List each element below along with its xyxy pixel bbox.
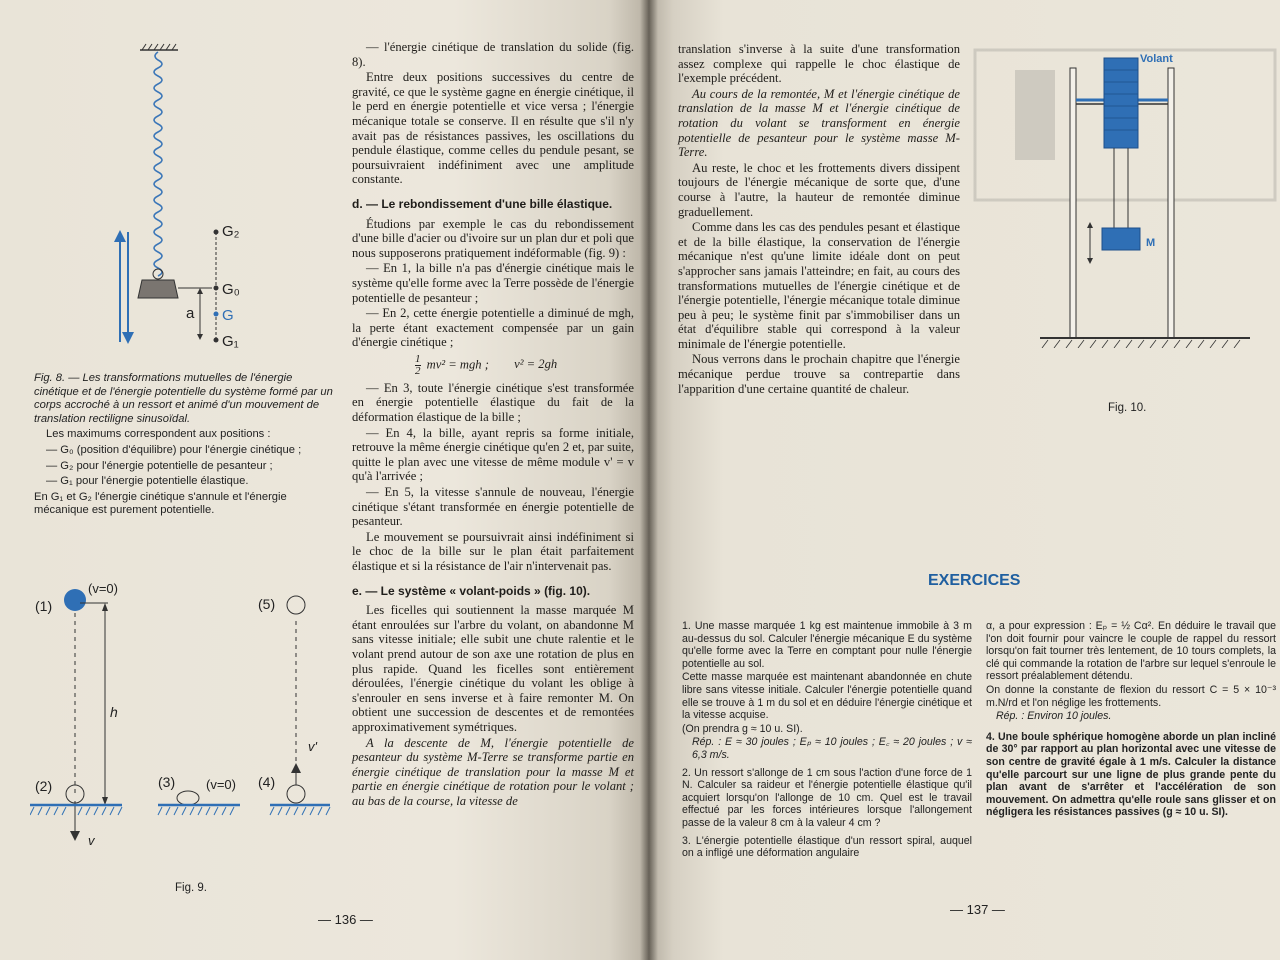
figure-8 — [100, 42, 270, 352]
label-g: G — [222, 307, 234, 324]
exercices-title: EXERCICES — [928, 572, 1021, 589]
paragraph: — En 4, la bille, ayant repris sa forme initiale, retrouve la même énergie cinétique qu'en 2 et, par suite, quitte le plan avec une vitesse de même module v' = v qu'à l'arrivée ; — [352, 425, 634, 484]
label-pos-3: (3) — [158, 774, 176, 790]
g-point — [214, 312, 219, 317]
fig8-caption-line: — G₂ pour l'énergie potentielle de pesanteur ; — [46, 459, 273, 472]
paragraph: Comme dans les cas des pendules pesant et élastique et de la bille élastique, la conservation de l'énergie mécanique n'est qu'une limite idéale dont on peut s'approcher sans jamais l'atteindre; en fait, au cours des transformations mutuelles de l'énergie cinétique et de l'énergie potentielle, l'énergie mécanique totale diminue peu à peu; le système finit par s'immobiliser dans un état d'équilibre stable qui correspond à la valeur minimale de l'énergie potentielle. — [678, 220, 960, 351]
paragraph: — En 1, la bille n'a pas d'énergie cinétique mais le système qu'elle forme avec la Terre possède de l'énergie potentielle de pesanteur ; — [352, 261, 634, 305]
fig8-caption-line: — G₀ (position d'équilibre) pour l'énergie cinétique ; — [46, 443, 302, 456]
exercise-line: 2. Un ressort s'allonge de 1 cm sous l'action d'une force de 1 N. Calculer sa raideur et l'énergie potentielle élastique qu'il acquiert lorsqu'on l'allonge de 10 cm. Quel est le travail effectué par les forces intérieures lorsque l'allongement passe de la valeur 8 cm à la valeur 4 cm ? — [682, 766, 972, 829]
paragraph: A la descente de M, l'énergie potentielle de pesanteur du système M-Terre se transforme partie en énergie cinétique de translation pour la masse M et partie en énergie cinétique de rotation pour le volant ; au bas de la course, la vitesse de — [352, 735, 634, 808]
mass-m — [1102, 228, 1140, 250]
exercise-answer: Rép. : Environ 10 joules. — [996, 710, 1112, 723]
formula-kinetic: mv² = mgh ; — [426, 357, 489, 372]
label-g1: G₁ — [222, 333, 239, 350]
figure-9 — [30, 575, 340, 875]
ball-position-3 — [177, 791, 199, 805]
fig9-caption: Fig. 9. — [175, 882, 207, 894]
paragraph: Au cours de la remontée, M et l'énergie cinétique de translation de la masse M et l'énergie cinétique de rotation du volant se transforment en énergie potentielle de pesanteur pour le système masse M-Terre. — [678, 86, 960, 160]
label-pos-2: (2) — [35, 778, 53, 794]
paragraph: Étudions par exemple le cas du rebondissement d'une bille d'acier ou d'ivoire sur un plan dur et poli que nous supposerons pratiquement indéformable (fig. 9) : — [352, 216, 634, 260]
right-column-text — [678, 42, 960, 397]
label-a: a — [186, 305, 195, 322]
exercices-column-left — [682, 620, 972, 861]
label-pos-5: (5) — [258, 596, 276, 612]
paragraph: — En 2, cette énergie potentielle a diminué de mgh, la perte étant exactement compensée par un gain d'énergie cinétique ; — [352, 306, 634, 350]
label-pos-4: (4) — [258, 774, 276, 790]
fig8-caption — [34, 372, 340, 520]
left-page-number: — 136 — — [318, 912, 373, 927]
paragraph: Le mouvement se poursuivrait ainsi indéfiniment si le choc de la bille sur le plan était parfaitement élastique et si la résistance de l'air n'intervenait pas. — [352, 529, 634, 573]
section-heading-d: d. — Le rebondissement d'une bille élastique. — [352, 196, 613, 211]
left-post — [1070, 68, 1076, 338]
right-page — [648, 0, 1280, 960]
paragraph: Entre deux positions successives du centre de gravité, ce que le système gagne en énergie cinétique, il le perd en énergie potentielle et vice versa ; l'énergie mécanique totale se conserve. Il en résulte que s'il n'y avait pas de résistances passives, les oscillations du pendule élastique, comme celles du pendule pesant, se poursuivraient indéfiniment avec une amplitude constante. — [352, 70, 634, 187]
paragraph: — En 5, la vitesse s'annule de nouveau, l'énergie cinétique s'étant transformée en énergie potentielle de pesanteur. — [352, 485, 634, 529]
label-g0: G₀ — [222, 281, 240, 298]
g0-point — [214, 286, 219, 291]
ceiling-hatch — [140, 44, 178, 50]
right-post — [1168, 68, 1174, 338]
label-vprime: v' — [308, 739, 317, 754]
exercise-line: On donne la constante de flexion du ressort C = 5 × 10⁻³ m.N/rd et l'on néglige les frottements. — [986, 683, 1276, 709]
exercise-line: Cette masse marquée est maintenant abandonnée en chute libre sans vitesse initiale. Calculer l'énergie potentielle quand elle se trouve à 1 m du sol et en déduire l'énergie cinétique et la vitesse acquise. — [682, 671, 972, 722]
paragraph: translation s'inverse à la suite d'une transformation assez complexe qui rappelle le choc élastique de l'exemple précédent. — [678, 42, 960, 86]
paragraph: Les ficelles qui soutiennent la masse marquée M étant enroulées sur l'arbre du volant, on abandonne M sans vitesse initiale; elle subit une chute ralentie et le volant prend autour de son axe une rotation de plus en plus rapide. Quand les ficelles sont entièrement déroulées, l'énergie cinétique du volant les oblige à s'enrouler en sens inverse et à faire remonter M. On obtient une succession de descentes et de remontées approximativement symétriques. — [352, 603, 634, 734]
flywheel — [1104, 58, 1138, 148]
fig8-caption-line: — G₁ pour l'énergie potentielle élastique. — [46, 475, 249, 488]
label-v0-1: (v=0) — [88, 581, 118, 596]
paragraph: — En 3, toute l'énergie cinétique s'est transformée en énergie potentielle élastique du fait de la déformation élastique de la bille ; — [352, 380, 634, 425]
label-g2: G₂ — [222, 223, 240, 240]
formula — [412, 354, 634, 377]
ball-position-1 — [64, 589, 86, 611]
label-pos-1: (1) — [35, 598, 53, 614]
weight-block — [138, 280, 178, 298]
figure-10 — [1040, 48, 1280, 348]
fig8-caption-line: Les maximums correspondent aux positions : — [46, 428, 271, 441]
spring-coil — [154, 52, 162, 276]
fig8-caption-line: En G₁ et G₂ l'énergie cinétique s'annule et l'énergie mécanique est purement potentielle. — [34, 490, 287, 517]
paragraph: Nous verrons dans le prochain chapitre que l'énergie mécanique perdue trouve sa contrepartie dans l'apparition d'une certaine quantité de chaleur. — [678, 352, 960, 396]
formula-velocity: v² = 2gh — [514, 357, 558, 372]
paragraph: Au reste, le choc et les frottements divers dissipent toujours de l'énergie mécanique de sorte que, d'une course à l'autre, la hauteur de remontée diminue graduellement. — [678, 160, 960, 219]
label-volant: Volant — [1140, 53, 1173, 65]
g1-point — [214, 338, 219, 343]
paragraph: — l'énergie cinétique de translation du solide (fig. 8). — [352, 40, 634, 69]
right-page-number: — 137 — — [950, 902, 1005, 917]
exercise-line: 3. L'énergie potentielle élastique d'un ressort spiral, auquel on a infligé une déformation angulaire — [682, 834, 972, 860]
g2-point — [214, 230, 219, 235]
fig8-caption-line: Fig. 8. — Les transformations mutuelles de l'énergie cinétique et de l'énergie potentielle du système formé par un corps accroché à un ressort et animé d'un mouvement de translation rectiligne sinusoïdal. — [34, 372, 333, 425]
label-v0-2: (v=0) — [206, 777, 236, 792]
ball-position-2 — [66, 785, 84, 803]
section-heading-e: e. — Le système « volant-poids » (fig. 10). — [352, 583, 591, 598]
ball-position-4 — [287, 785, 305, 803]
exercise-line: 1. Une masse marquée 1 kg est maintenue immobile à 3 m au-dessus du sol. Calculer l'énergie mécanique E du système qu'elle forme avec la Terre en comptant pour nulle l'énergie potentielle au sol. — [682, 620, 972, 670]
exercices-column-right — [986, 620, 1276, 820]
left-column-text — [352, 40, 634, 810]
exercise-answer: Rép. : E ≈ 30 joules ; Eₚ ≈ 10 joules ; E꜀ ≈ 20 joules ; v ≈ 6,3 m/s. — [692, 736, 972, 761]
exercise-line: α, a pour expression : Eₚ = ½ Cα². En déduire le travail que l'on doit fournir pour vaincre le couple de rappel du ressort lorsqu'on fait tourner très lentement, de 10 tours complets, la clé qui commande la rotation de l'arbre sur lequel s'enroule le ressort préalablement détendu. — [986, 620, 1276, 683]
label-h: h — [110, 704, 118, 720]
fraction: $\frac{1}{2}$ — [415, 352, 421, 377]
ball-position-5 — [287, 596, 305, 614]
label-m: M — [1146, 237, 1156, 249]
exercise-line: 4. Une boule sphérique homogène aborde un plan incliné de 30° par rapport au plan horizontal avec une vitesse de son centre de gravité égale à 1 m/s. Calculer la distance qu'elle parcourt sur une ligne de plus grande pente du plan avant de s'arrêter et l'accélération de son mouvement. On admettra qu'elle roule sans glisser et on négligera les résistances passives (g ≈ 10 u. SI). — [986, 730, 1276, 819]
label-v: v — [88, 833, 95, 848]
book-gutter — [640, 0, 658, 960]
fig10-caption: Fig. 10. — [1108, 402, 1147, 414]
exercise-line: (On prendra g ≈ 10 u. SI). — [682, 722, 803, 735]
